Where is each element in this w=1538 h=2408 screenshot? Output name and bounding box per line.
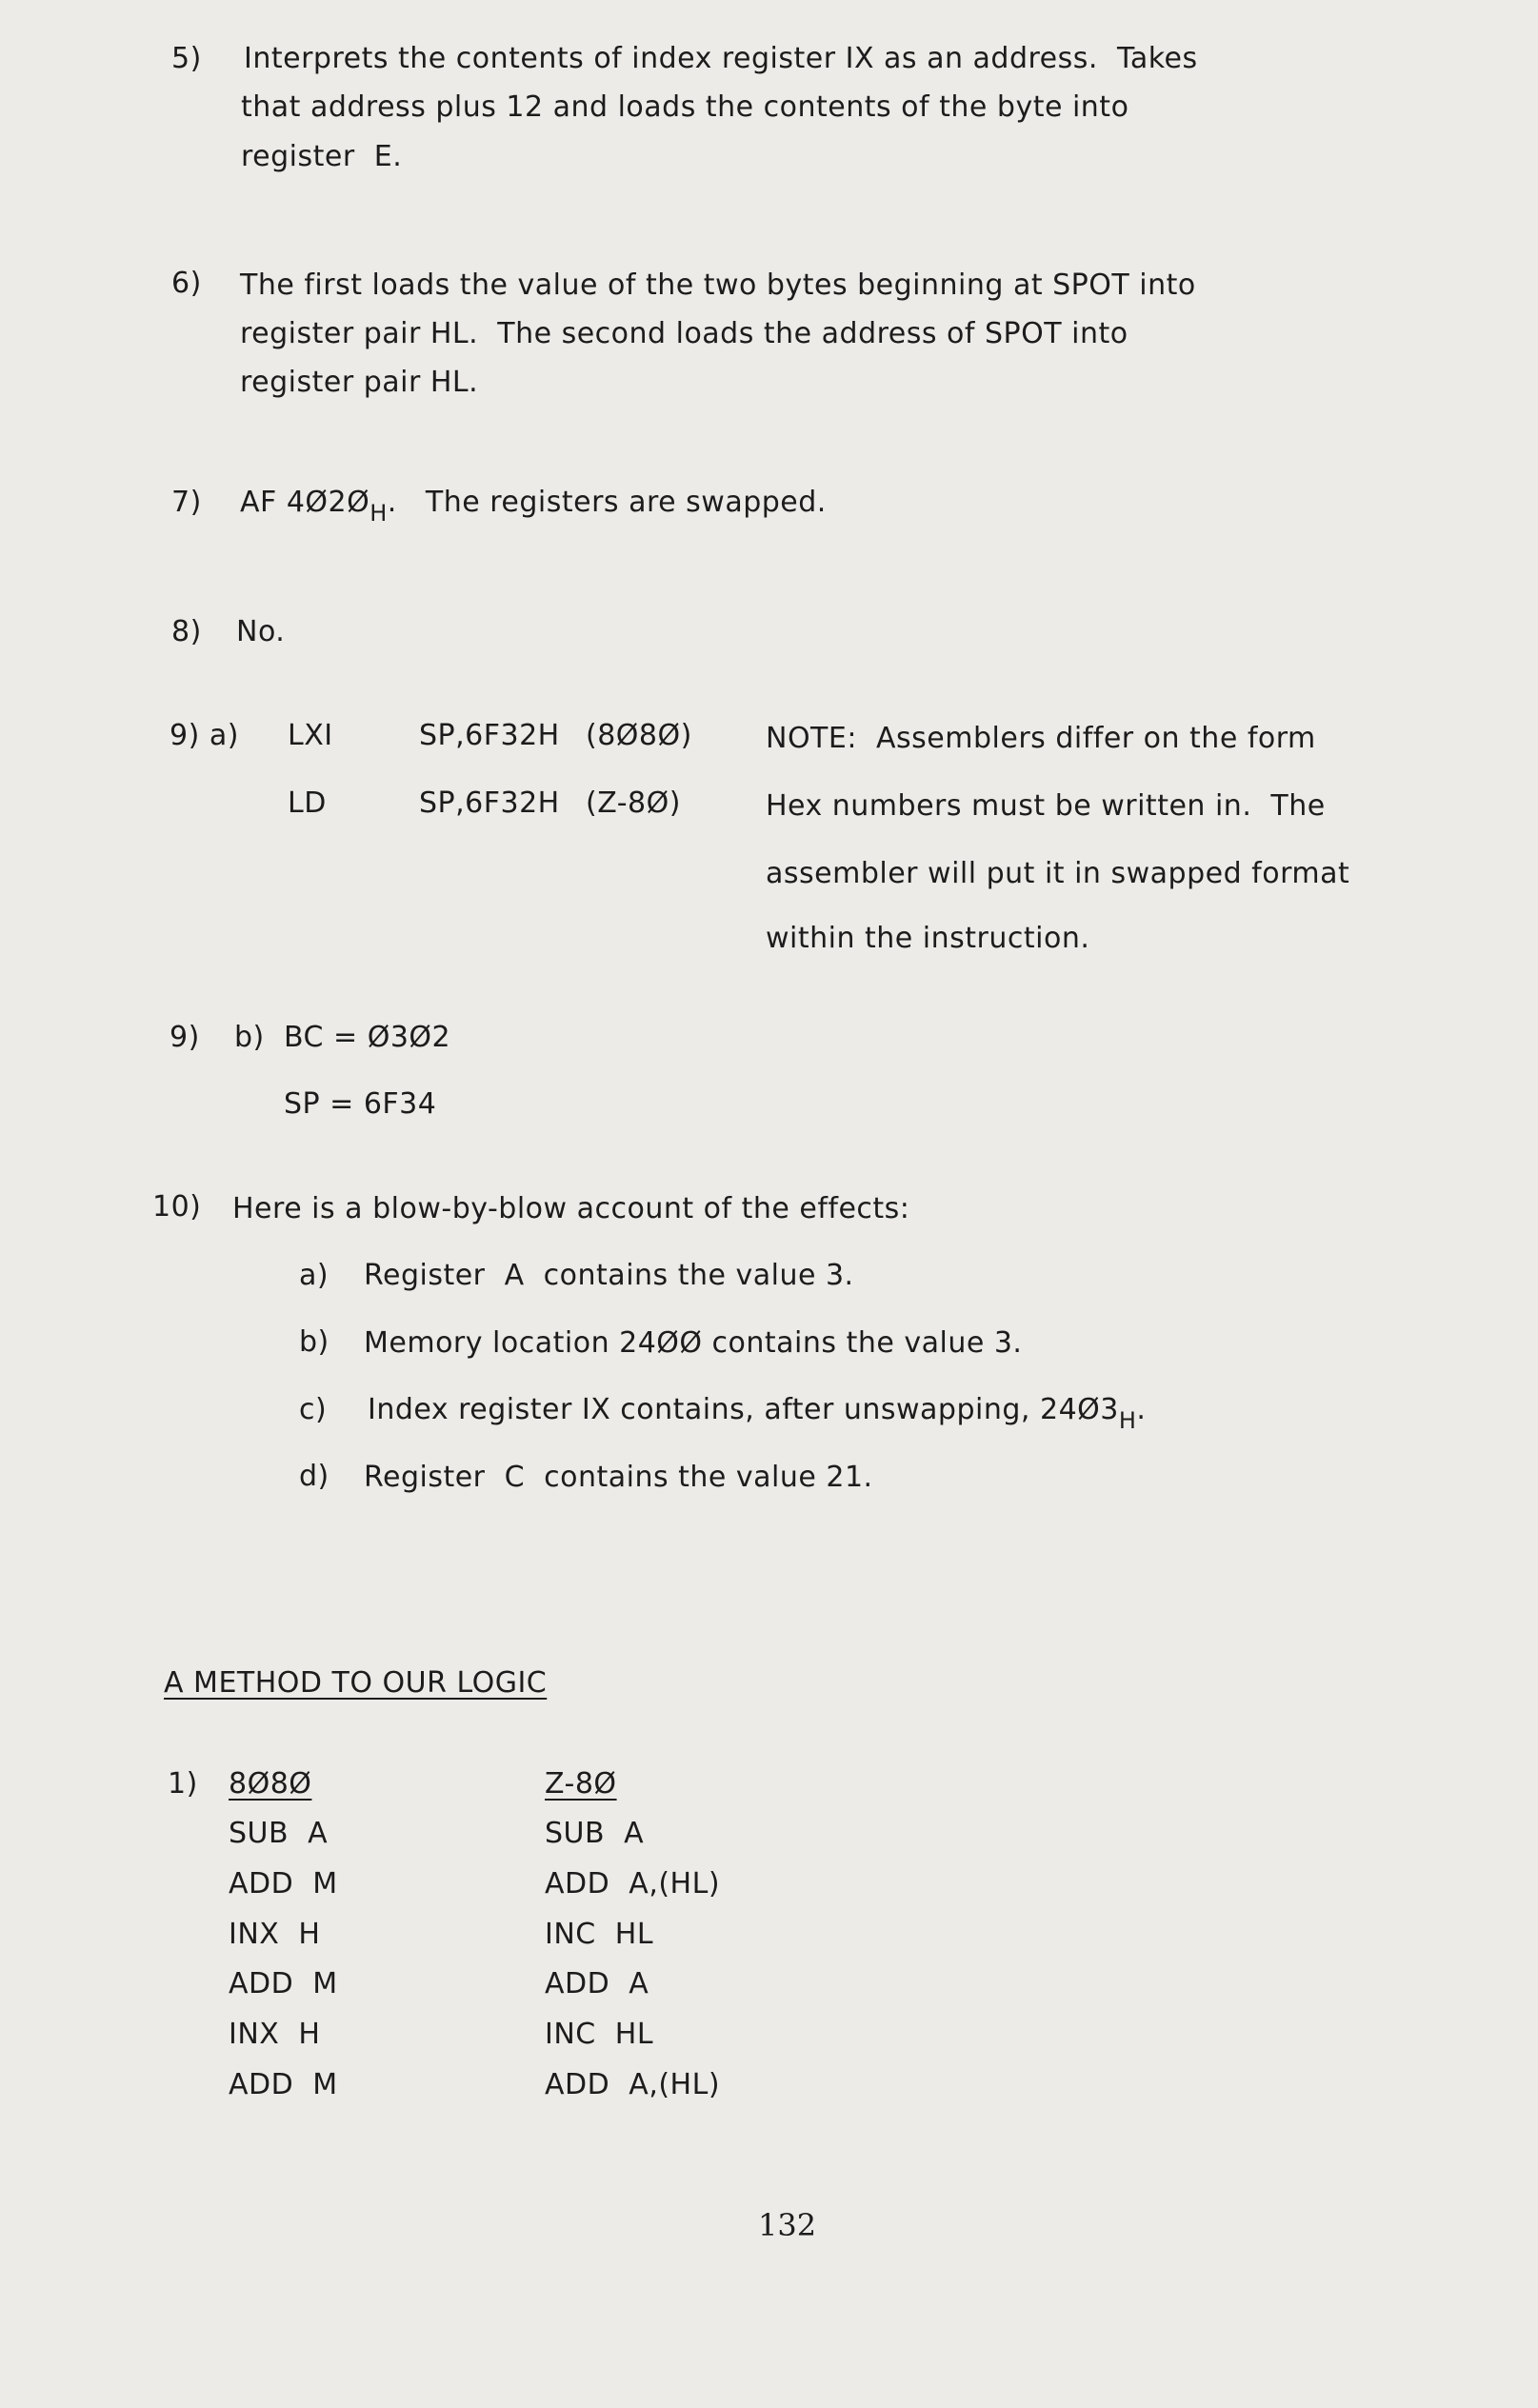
answer-6-line: register pair HL. The second loads the address of SPOT into [240,317,1129,350]
code-z80: ADD A,(HL) [545,2068,721,2101]
answer-9b-label: b) [234,1021,265,1054]
instruction-mnemonic: LD [288,786,327,820]
answer-6-line: The first loads the value of the two bytes beginning at SPOT into [240,269,1196,302]
register-value: SP = 6F34 [284,1087,437,1121]
code-z80: ADD A,(HL) [545,1867,721,1901]
instruction-operand: SP,6F32H [419,719,560,752]
answer-10-number: 10) [152,1190,202,1224]
note-line: within the instruction. [766,922,1090,955]
column-header-z80: Z-8Ø [545,1767,617,1801]
answer-8-number: 8) [171,615,202,648]
effect-label: b) [299,1325,330,1359]
answer-8-text: No. [236,615,286,648]
code-8080: ADD M [229,1967,338,2000]
code-8080: INX H [229,2018,321,2051]
code-8080: SUB A [229,1817,329,1850]
code-z80: INC HL [545,2018,654,2051]
answer-5-line: register E. [241,140,403,173]
effect-text: Memory location 24ØØ contains the value 3. [364,1326,1023,1360]
answer-5-line: that address plus 12 and loads the contents of the byte into [241,90,1129,124]
answer-6-line: register pair HL. [240,366,479,399]
code-z80: ADD A [545,1967,649,2000]
answer-10-intro: Here is a blow-by-blow account of the effects: [232,1192,910,1225]
code-8080: INX H [229,1918,321,1951]
answer-5-line: Interprets the contents of index register IX as an address. Takes [244,42,1198,75]
note-line: assembler will put it in swapped format [766,857,1350,890]
section-heading: A METHOD TO OUR LOGIC [164,1666,548,1700]
answer-6-number: 6) [171,267,202,300]
effect-label: a) [299,1259,330,1292]
answer-7-text: AF $4Ø2Ø_H$. The registers are swapped. [240,486,827,527]
effect-label: d) [299,1460,330,1493]
answer-9b-number: 9) [170,1021,200,1054]
effect-label: c) [299,1393,328,1426]
column-header-8080: 8Ø8Ø [229,1767,312,1801]
instruction-cpu: (8Ø8Ø) [586,719,692,752]
code-z80: INC HL [545,1918,654,1951]
code-z80: SUB A [545,1817,645,1850]
answer-5-number: 5) [171,42,202,75]
note-line: Hex numbers must be written in. The [766,789,1326,823]
answer-9a-number: 9) a) [170,719,239,752]
instruction-operand: SP,6F32H [419,786,560,820]
code-8080: ADD M [229,1867,338,1901]
section-item-number: 1) [168,1767,198,1801]
effect-text: Register A contains the value 3. [364,1259,854,1292]
note-line: NOTE: Assemblers differ on the form [766,722,1316,755]
effect-text: Index register IX contains, after unswapping, $24Ø3_H$. [368,1393,1147,1434]
register-value: BC = Ø3Ø2 [284,1021,451,1054]
effect-text: Register C contains the value 21. [364,1461,873,1494]
instruction-mnemonic: LXI [288,719,333,752]
instruction-cpu: (Z-8Ø) [586,786,681,820]
page-number: 132 [758,2207,817,2243]
answer-7-number: 7) [171,486,202,519]
code-8080: ADD M [229,2068,338,2101]
